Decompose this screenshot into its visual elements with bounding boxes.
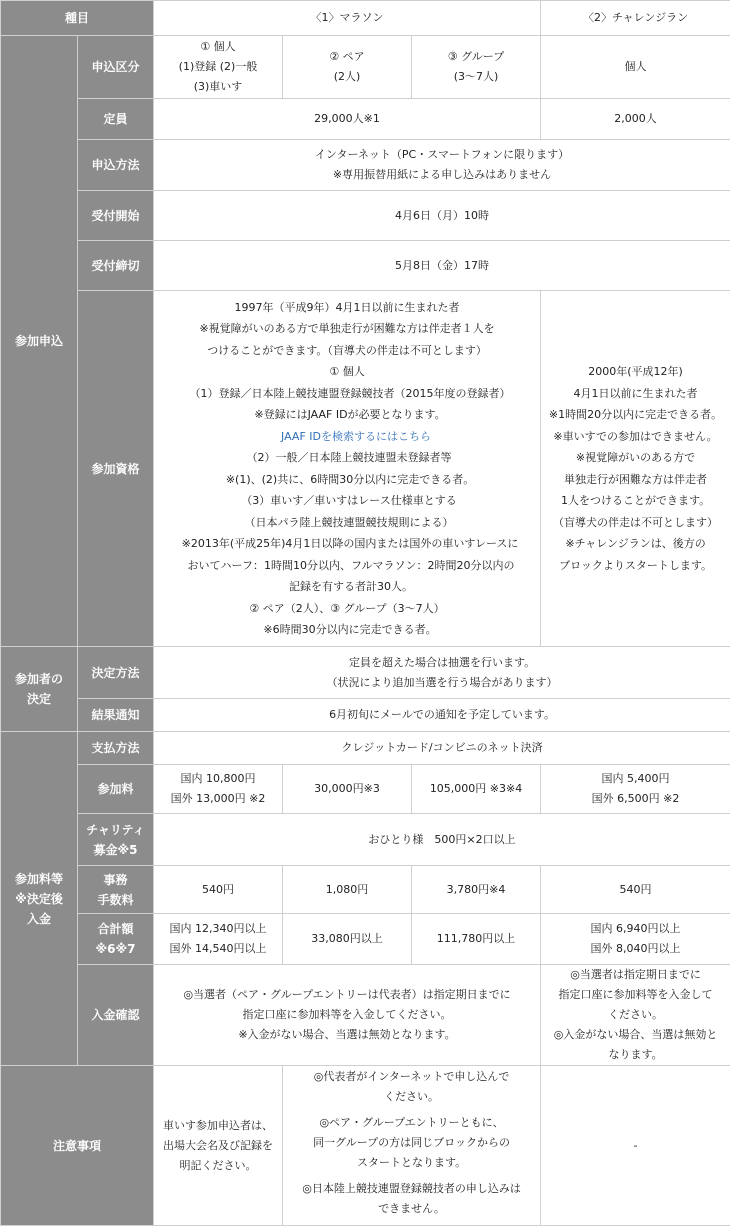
row-label-result: 結果通知 — [78, 699, 154, 732]
notes-group-entry: ◎代表者がインターネットで申し込んで ください。 ◎ペア・グループエントリーともに、 同一グループの方は同じブロックからの スタートとなります。 ◎日本陸上競技連盟登録競技者の申し込みは できません。 — [283, 1066, 541, 1226]
row-label-confirm: 入金確認 — [78, 965, 154, 1066]
capacity-challenge: 2,000人 — [541, 99, 730, 140]
jaaf-id-search-link[interactable]: JAAF IDを検索するにはこちら — [281, 429, 431, 443]
group-decision: 参加者の 決定 — [1, 647, 78, 732]
notes-challenge: - — [541, 1066, 730, 1226]
row-label-charity: チャリティ 募金※5 — [78, 814, 154, 866]
fee-challenge: 国内 5,400円 国外 6,500円 ※2 — [541, 765, 730, 814]
row-label-capacity: 定員 — [78, 99, 154, 140]
method-value: インターネット（PC・スマートフォンに限ります） ※専用振替用紙による申し込みはありません — [154, 140, 730, 191]
close-value: 5月8日（金）17時 — [154, 241, 730, 291]
capacity-marathon: 29,000人※1 — [154, 99, 541, 140]
row-label-eligibility: 参加資格 — [78, 291, 154, 647]
row-label-category: 申込区分 — [78, 36, 154, 99]
total-individual: 国内 12,340円以上 国外 14,540円以上 — [154, 914, 283, 965]
row-label-payment: 支払方法 — [78, 732, 154, 765]
eligibility-marathon: 1997年（平成9年）4月1日以前に生まれた者 ※視覚障がいのある方で単独走行が困難な方は伴走者１人を つけることができます。（盲導犬の伴走は不可とします） ① 個人 （1）登録／日本陸上競技連盟登録競技者（2015年度の登録者） ※登録にはJAAF IDが必要となります。 JAAF IDを検索するにはこちら （2）一般／日本陸上競技連盟未登録者等 ※(1)、(2)共に、6時間30分以内に完走できる者。 （3）車いす／車いすはレース仕様車とする （日本パラ陸上競技連盟競技規則による） ※2013年(平成25年)4月1日以降の国内または国外の車いすレースに おいてハーフ：1時間10分以内、フルマラソン：2時間20分以内の 記録を有する者計30人。 ② ペア（2人）、③ グループ（3〜7人） ※6時間30分以内に完走できる者。 — [154, 291, 541, 647]
category-challenge: 個人 — [541, 36, 730, 99]
total-pair: 33,080円以上 — [283, 914, 412, 965]
row-label-decision: 決定方法 — [78, 647, 154, 699]
category-group: ③ グループ (3〜7人) — [412, 36, 541, 99]
admin-individual: 540円 — [154, 866, 283, 914]
fee-group: 105,000円 ※3※4 — [412, 765, 541, 814]
result-value: 6月初旬にメールでの通知を予定しています。 — [154, 699, 730, 732]
total-challenge: 国内 6,940円以上 国外 8,040円以上 — [541, 914, 730, 965]
charity-value: おひとり様 500円×2口以上 — [154, 814, 730, 866]
fee-pair: 30,000円※3 — [283, 765, 412, 814]
fee-individual: 国内 10,800円 国外 13,000円 ※2 — [154, 765, 283, 814]
row-label-open: 受付開始 — [78, 191, 154, 241]
decision-value: 定員を超えた場合は抽選を行います。 （状況により追加当選を行う場合があります） — [154, 647, 730, 699]
row-label-close: 受付締切 — [78, 241, 154, 291]
header-marathon: 〈1〉マラソン — [154, 1, 541, 36]
row-label-admin: 事務 手数料 — [78, 866, 154, 914]
row-label-fee: 参加料 — [78, 765, 154, 814]
row-label-total: 合計額 ※6※7 — [78, 914, 154, 965]
open-value: 4月6日（月）10時 — [154, 191, 730, 241]
row-label-method: 申込方法 — [78, 140, 154, 191]
admin-pair: 1,080円 — [283, 866, 412, 914]
group-entry: 参加申込 — [1, 36, 78, 647]
header-category: 種目 — [1, 1, 154, 36]
category-individual: ① 個人 (1)登録 (2)一般 (3)車いす — [154, 36, 283, 99]
confirm-challenge: ◎当選者は指定期日までに 指定口座に参加料等を入金して ください。 ◎入金がない場合、当選は無効と なります。 — [541, 965, 730, 1066]
notes-wheelchair: 車いす参加申込者は、 出場大会名及び記録を 明記ください。 — [154, 1066, 283, 1226]
total-group: 111,780円以上 — [412, 914, 541, 965]
admin-group: 3,780円※4 — [412, 866, 541, 914]
group-notes: 注意事項 — [1, 1066, 154, 1226]
admin-challenge: 540円 — [541, 866, 730, 914]
confirm-marathon: ◎当選者（ペア・グループエントリーは代表者）は指定期日までに 指定口座に参加料等を入金してください。 ※入金がない場合、当選は無効となります。 — [154, 965, 541, 1066]
eligibility-challenge: 2000年(平成12年) 4月1日以前に生まれた者 ※1時間20分以内に完走できる者。 ※車いすでの参加はできません。 ※視覚障がいのある方で 単独走行が困難な方は伴走者 1人をつけることができます。 （盲導犬の伴走は不可とします） ※チャレンジランは、後方の ブロックよりスタートします。 — [541, 291, 730, 647]
header-challenge: 〈2〉チャレンジラン — [541, 1, 730, 36]
category-pair: ② ペア (2人) — [283, 36, 412, 99]
payment-value: クレジットカード/コンビニのネット決済 — [154, 732, 730, 765]
group-fees: 参加料等 ※決定後 入金 — [1, 732, 78, 1066]
